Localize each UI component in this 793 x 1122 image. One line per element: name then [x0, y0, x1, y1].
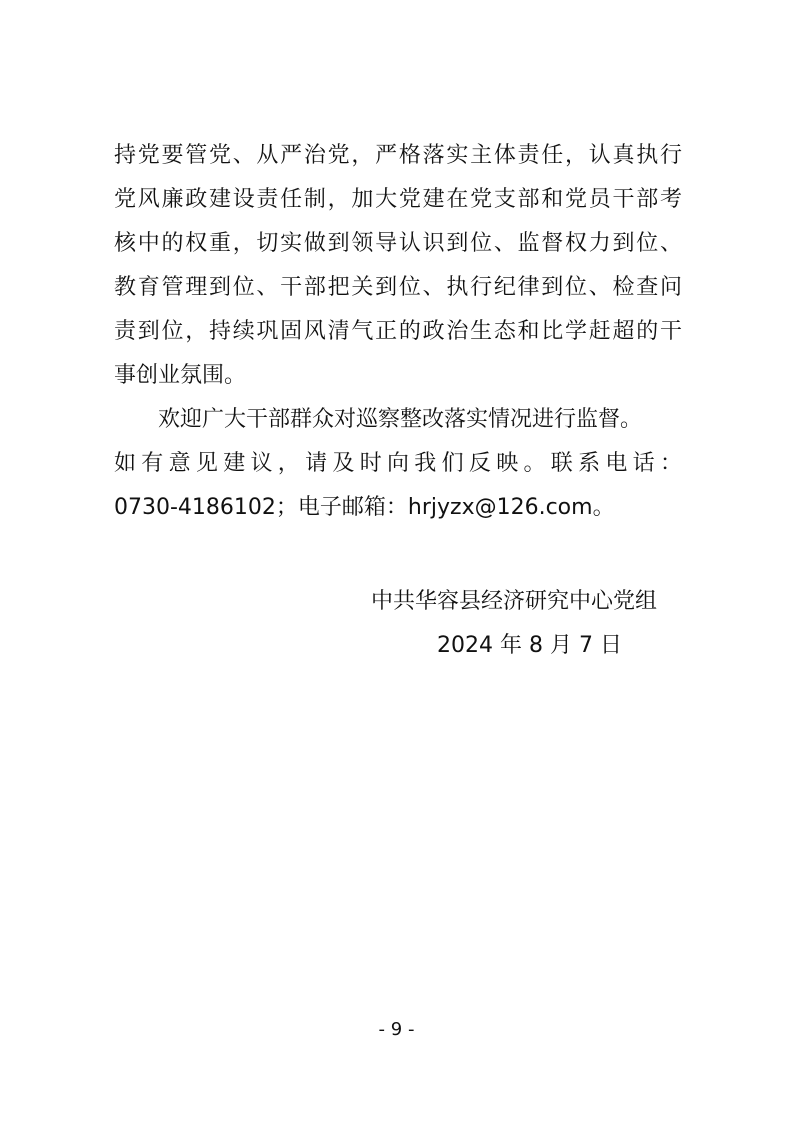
signature-date: 2024 年 8 月 7 日 — [437, 633, 622, 658]
contact-line: 0730-4186102；电子邮箱：hrjyzx@126.com。 — [114, 495, 615, 520]
body-line-7: 欢迎广大干部群众对巡察整改落实情况进行监督。 — [158, 407, 643, 432]
body-line-6: 事创业氛围。 — [114, 363, 247, 388]
signature-organization: 中共华容县经济研究中心党组 — [371, 589, 658, 614]
body-line-3: 核中的权重，切实做到领导认识到位、监督权力到位、 — [114, 231, 682, 256]
body-line-5: 责到位，持续巩固风清气正的政治生态和比学赶超的干 — [114, 319, 682, 344]
body-line-2: 党风廉政建设责任制，加大党建在党支部和党员干部考 — [114, 187, 682, 212]
body-line-8: 如有意见建议，请及时向我们反映。联系电话： — [114, 451, 682, 476]
body-line-4: 教育管理到位、干部把关到位、执行纪律到位、检查问 — [114, 275, 682, 300]
page-number: - 9 - — [378, 1019, 415, 1040]
body-line-1: 持党要管党、从严治党，严格落实主体责任，认真执行 — [114, 143, 682, 168]
